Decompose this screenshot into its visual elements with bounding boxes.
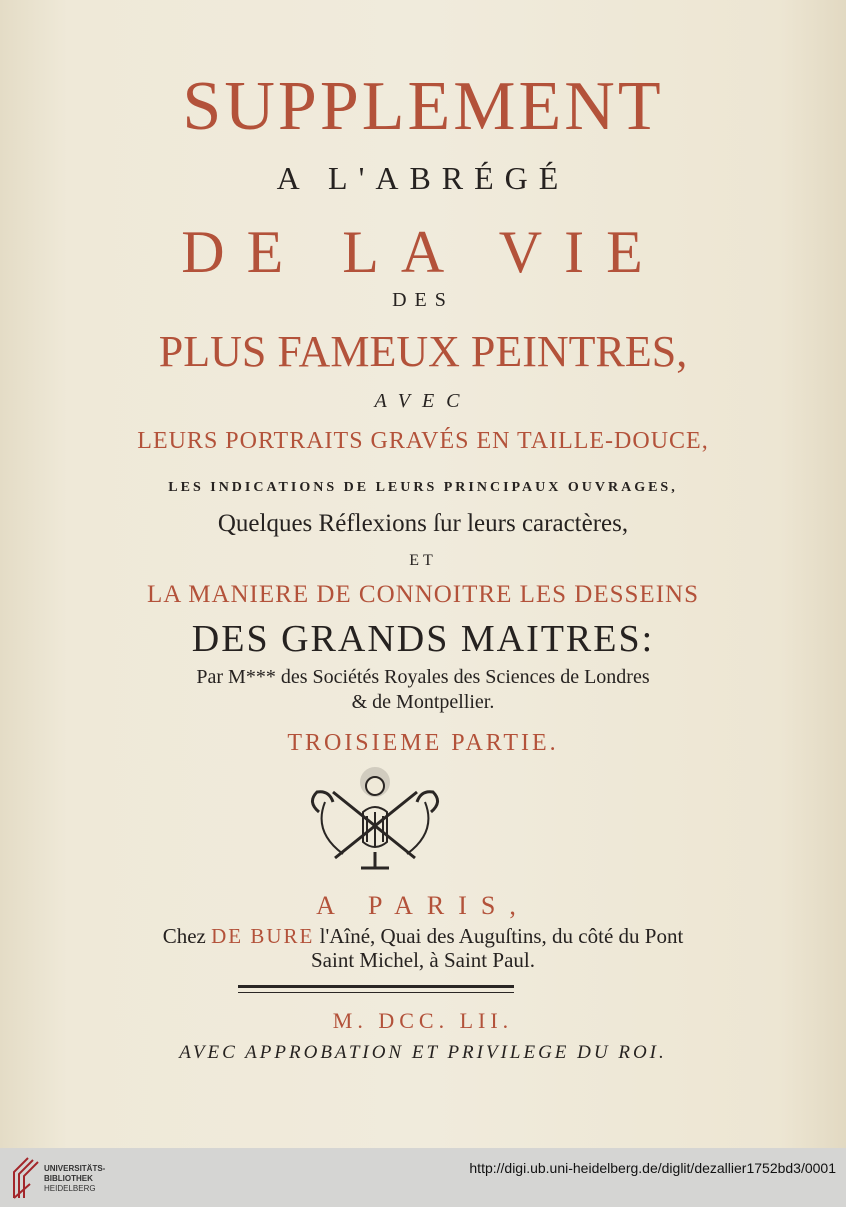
printers-ornament-icon bbox=[303, 762, 447, 874]
title-reflexions: Quelques Réflexions ſur leurs caractères, bbox=[217, 510, 629, 537]
library-footer bbox=[0, 1148, 846, 1207]
title-author: Par M*** des Sociétés Royales des Sciences de Londres bbox=[196, 666, 650, 688]
title-et: ET bbox=[409, 552, 437, 569]
title-supplement: SUPPLEMENT bbox=[182, 68, 664, 145]
title-avec: AVEC bbox=[374, 390, 472, 412]
library-logo-icon bbox=[10, 1154, 40, 1202]
double-rule-top bbox=[238, 985, 514, 988]
imprint-address: Saint Michel, à Saint Paul. bbox=[311, 948, 535, 972]
title-plus-fameux-peintres: PLUS FAMEUX PEINTRES, bbox=[158, 327, 688, 376]
title-de-la-vie: DE LA VIE bbox=[181, 219, 665, 285]
logo-line-3: HEIDELBERG bbox=[44, 1184, 96, 1193]
title-indications: LES INDICATIONS DE LEURS PRINCIPAUX OUVRAGES, bbox=[168, 480, 678, 495]
logo-line-1: UNIVERSITÄTS- bbox=[44, 1164, 106, 1173]
source-url-link[interactable]: http://digi.ub.uni-heidelberg.de/diglit/dezallier1752bd3/0001 bbox=[469, 1160, 836, 1176]
title-troisieme-partie: TROISIEME PARTIE. bbox=[287, 730, 559, 756]
imprint-year: M. DCC. LII. bbox=[332, 1008, 514, 1033]
publisher-address: l'Aîné, Quai des Auguſtins, du côté du Pont bbox=[319, 924, 684, 948]
title-maniere: LA MANIERE DE CONNOITRE LES DESSEINS bbox=[147, 581, 699, 608]
title-portraits: LEURS PORTRAITS GRAVÉS EN TAILLE-DOUCE, bbox=[137, 428, 709, 454]
imprint-publisher bbox=[0, 926, 846, 947]
title-grands-maitres: DES GRANDS MAITRES: bbox=[191, 618, 655, 660]
logo-line-2: BIBLIOTHEK bbox=[44, 1174, 93, 1183]
imprint-place: A PARIS, bbox=[316, 891, 530, 920]
title-des: DES bbox=[392, 289, 454, 311]
publisher-name: DE BURE bbox=[211, 924, 315, 948]
title-montpellier: & de Montpellier. bbox=[351, 691, 495, 713]
publisher-prefix: Chez bbox=[162, 924, 206, 948]
double-rule-bottom bbox=[238, 992, 514, 993]
library-logo-text bbox=[44, 1164, 105, 1194]
imprint-privilege: AVEC APPROBATION ET PRIVILEGE DU ROI. bbox=[179, 1042, 667, 1063]
title-abrege: A L'ABRÉGÉ bbox=[276, 160, 570, 196]
